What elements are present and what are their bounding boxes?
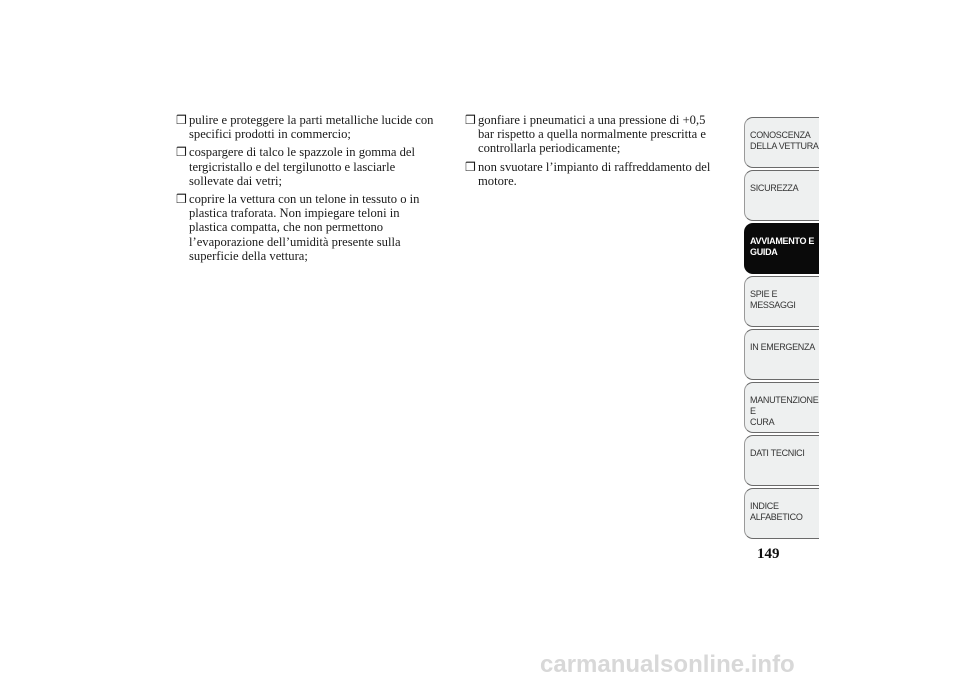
watermark: carmanualsonline.info xyxy=(540,651,795,678)
page-number: 149 xyxy=(757,546,780,562)
list-item-text: gonfiare i pneumatici a una pressione di +0,5 bar rispetto a quella normalmente prescritta e controllarla periodicamente; xyxy=(478,113,706,156)
checkbox-bullet-icon: ❒ xyxy=(176,192,187,207)
list-item-text: coprire la vettura con un telone in tessuto o in plastica traforata. Non impiegare teloni in plastica compatta, che non permettono l’evaporazione dell’umidità presente sulla superficie della vettura; xyxy=(189,192,420,263)
tab-dati-tecnici[interactable]: DATI TECNICI xyxy=(744,435,819,486)
left-column xyxy=(176,113,456,267)
tab-spie-e-messaggi[interactable]: SPIE E MESSAGGI xyxy=(744,276,819,327)
right-column xyxy=(465,113,735,192)
list-item xyxy=(176,192,456,263)
checkbox-bullet-icon: ❒ xyxy=(176,113,187,127)
list-item xyxy=(176,113,456,141)
list-item-text: cospargere di talco le spazzole in gomma del tergicristallo e del tergilunotto e lasciarle sollevate dai vetri; xyxy=(189,145,416,188)
tab-in-emergenza[interactable]: IN EMERGENZA xyxy=(744,329,819,380)
checkbox-bullet-icon: ❒ xyxy=(465,113,476,127)
section-tabs xyxy=(744,117,819,541)
tab-indice-alfabetico[interactable]: INDICE ALFABETICO xyxy=(744,488,819,539)
list-item xyxy=(465,113,735,156)
list-item-text: non svuotare l’impianto di raffreddamento del motore. xyxy=(478,159,711,188)
list-item-text: pulire e proteggere la parti metalliche lucide con specifici prodotti in commercio; xyxy=(189,113,434,142)
checkbox-bullet-icon: ❒ xyxy=(465,159,476,174)
tab-conoscenza-della-vettura[interactable]: CONOSCENZA DELLA VETTURA xyxy=(744,117,819,168)
tab-avviamento-e-guida[interactable]: AVVIAMENTO E GUIDA xyxy=(744,223,819,274)
list-item xyxy=(176,145,456,188)
checkbox-bullet-icon: ❒ xyxy=(176,145,187,160)
list-item xyxy=(465,160,735,188)
tab-manutenzione-e-cura[interactable]: MANUTENZIONE E CURA xyxy=(744,382,819,433)
tab-sicurezza[interactable]: SICUREZZA xyxy=(744,170,819,221)
